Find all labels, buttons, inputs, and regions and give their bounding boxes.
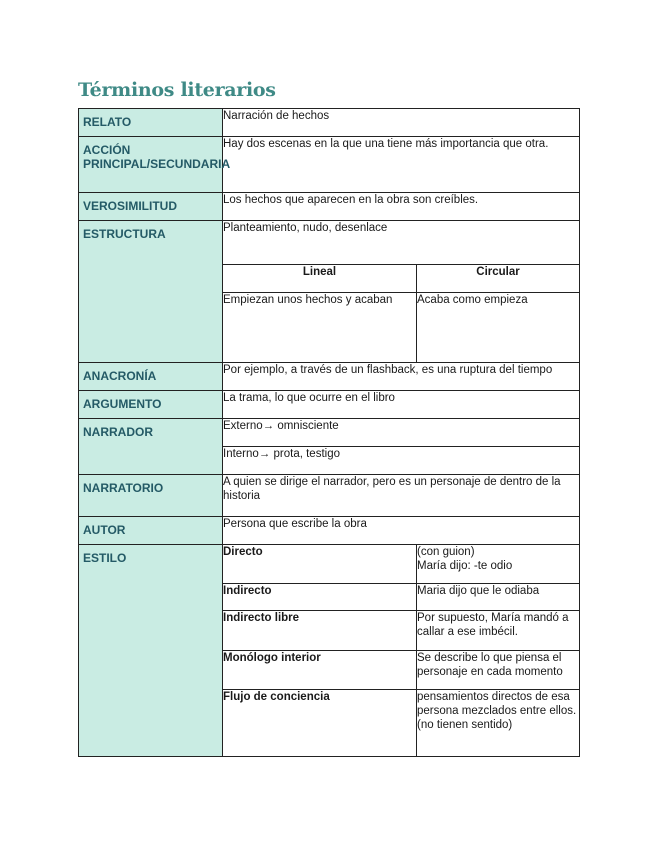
estilo-label-indirecto-libre: Indirecto libre bbox=[223, 611, 417, 651]
table-row bbox=[79, 363, 580, 391]
term-estructura: ESTRUCTURA bbox=[79, 221, 223, 363]
estilo-desc-directo: (con guion) María dijo: -te odio bbox=[417, 545, 580, 584]
desc-anacronia: Por ejemplo, a través de un flashback, es una ruptura del tiempo bbox=[223, 363, 580, 391]
table-row bbox=[79, 193, 580, 221]
term-narrador: NARRADOR bbox=[79, 419, 223, 475]
term-estilo: ESTILO bbox=[79, 545, 223, 757]
table-row bbox=[79, 419, 580, 447]
term-verosimilitud: VEROSIMILITUD bbox=[79, 193, 223, 221]
estilo-label-indirecto: Indirecto bbox=[223, 584, 417, 611]
estructura-circular-header: Circular bbox=[417, 265, 580, 293]
table-row bbox=[79, 545, 580, 584]
table-row bbox=[79, 391, 580, 419]
term-autor: AUTOR bbox=[79, 517, 223, 545]
estructura-lineal-text: Empiezan unos hechos y acaban bbox=[223, 293, 417, 363]
estilo-desc-indirecto-libre: Por supuesto, María mandó a callar a ese imbécil. bbox=[417, 611, 580, 651]
table-row bbox=[79, 221, 580, 265]
literary-terms-table bbox=[78, 108, 580, 757]
desc-accion: Hay dos escenas en la que una tiene más importancia que otra. bbox=[223, 137, 580, 193]
term-accion: ACCIÓN PRINCIPAL/SECUNDARIA bbox=[79, 137, 223, 193]
page-title: Términos literarios bbox=[78, 79, 276, 101]
table-row bbox=[79, 137, 580, 193]
desc-autor: Persona que escribe la obra bbox=[223, 517, 580, 545]
desc-relato: Narración de hechos bbox=[223, 109, 580, 137]
term-narratorio: NARRATORIO bbox=[79, 475, 223, 517]
table-row bbox=[79, 475, 580, 517]
estilo-desc-indirecto: Maria dijo que le odiaba bbox=[417, 584, 580, 611]
table-row bbox=[79, 517, 580, 545]
desc-verosimilitud: Los hechos que aparecen en la obra son creíbles. bbox=[223, 193, 580, 221]
estilo-label-monologo: Monólogo interior bbox=[223, 651, 417, 690]
desc-estructura: Planteamiento, nudo, desenlace bbox=[223, 221, 580, 265]
table-row bbox=[79, 109, 580, 137]
estilo-label-directo: Directo bbox=[223, 545, 417, 584]
desc-narratorio: A quien se dirige el narrador, pero es un personaje de dentro de la historia bbox=[223, 475, 580, 517]
desc-argumento: La trama, lo que ocurre en el libro bbox=[223, 391, 580, 419]
desc-narrador-externo: Externo→ omnisciente bbox=[223, 419, 580, 447]
estilo-label-flujo: Flujo de conciencia bbox=[223, 690, 417, 757]
estructura-circular-text: Acaba como empieza bbox=[417, 293, 580, 363]
desc-narrador-interno: Interno→ prota, testigo bbox=[223, 447, 580, 475]
estilo-desc-flujo: pensamientos directos de esa persona mezclados entre ellos. (no tienen sentido) bbox=[417, 690, 580, 757]
estilo-desc-monologo: Se describe lo que piensa el personaje en cada momento bbox=[417, 651, 580, 690]
term-anacronia: ANACRONÍA bbox=[79, 363, 223, 391]
term-relato: RELATO bbox=[79, 109, 223, 137]
estructura-lineal-header: Lineal bbox=[223, 265, 417, 293]
term-argumento: ARGUMENTO bbox=[79, 391, 223, 419]
